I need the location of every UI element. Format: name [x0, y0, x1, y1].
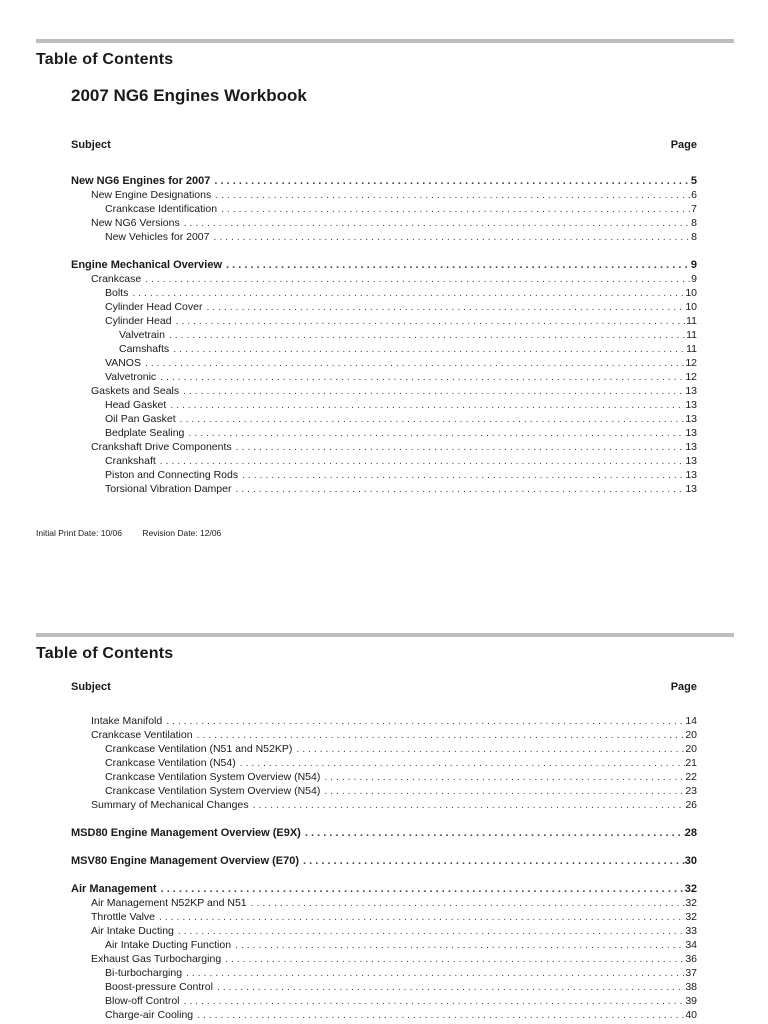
toc-entry-label: Crankcase Ventilation (N54) — [105, 757, 236, 769]
toc-entry-label: Torsional Vibration Damper — [105, 483, 232, 495]
dot-leader — [173, 342, 686, 356]
page-header: Page — [670, 139, 697, 151]
toc-entry-label: Crankshaft — [105, 455, 156, 467]
toc-entry[interactable] — [91, 714, 697, 728]
toc-entry-label: Crankcase Ventilation — [91, 729, 193, 741]
dot-leader — [170, 398, 685, 412]
toc-entry-page: 33 — [685, 925, 697, 937]
toc-entry-page: 23 — [685, 785, 697, 797]
dot-leader — [324, 770, 685, 784]
dot-leader — [161, 882, 685, 896]
dot-leader — [215, 188, 691, 202]
dot-leader — [159, 910, 685, 924]
toc-entry-page: 9 — [690, 259, 697, 271]
toc-entry-page: 40 — [685, 1009, 697, 1021]
toc-entry[interactable] — [105, 482, 697, 496]
dot-leader — [253, 798, 686, 812]
toc-entry[interactable] — [105, 742, 697, 756]
toc-entry-label: Air Intake Ducting — [91, 925, 174, 937]
dot-leader — [324, 784, 685, 798]
toc-entry[interactable] — [105, 426, 697, 440]
toc-entry-page: 10 — [685, 287, 697, 299]
toc-entry-label: Throttle Valve — [91, 911, 155, 923]
toc-entry-label: Piston and Connecting Rods — [105, 469, 239, 481]
dot-leader — [240, 756, 686, 770]
toc-entry-label: Oil Pan Gasket — [105, 413, 176, 425]
toc-entry-label: Crankcase — [91, 273, 142, 285]
toc-entry[interactable] — [105, 994, 697, 1008]
toc-entry-page: 21 — [685, 757, 697, 769]
toc-entry[interactable] — [105, 300, 697, 314]
toc-entry-page: 30 — [684, 855, 697, 867]
subject-header: Subject — [71, 139, 111, 151]
toc-entry-label: Bi-turbocharging — [105, 967, 183, 979]
toc-entry-label: Bedplate Sealing — [105, 427, 185, 439]
toc-entry-label: Bolts — [105, 287, 129, 299]
toc-entry-label: MSD80 Engine Management Overview (E9X) — [71, 827, 301, 839]
toc-entry[interactable] — [105, 454, 697, 468]
dot-leader — [166, 714, 685, 728]
dot-leader — [160, 370, 685, 384]
toc-entry-page: 13 — [685, 469, 697, 481]
dot-leader — [183, 384, 685, 398]
toc-entry-label: Head Gasket — [105, 399, 167, 411]
toc-entry[interactable] — [105, 966, 697, 980]
toc-title: Table of Contents — [36, 51, 174, 68]
dot-leader — [145, 272, 691, 286]
toc-entry-page: 36 — [685, 953, 697, 965]
toc-entry-label: Crankcase Ventilation (N51 and N52KP) — [105, 743, 293, 755]
dot-leader — [251, 896, 686, 910]
dot-leader — [178, 924, 685, 938]
dot-leader — [132, 286, 685, 300]
toc-entry[interactable] — [105, 314, 697, 328]
toc-entry[interactable] — [119, 342, 697, 356]
toc-entry-page: 12 — [685, 357, 697, 369]
toc-entry-label: Crankshaft Drive Components — [91, 441, 232, 453]
toc-entry[interactable] — [105, 398, 697, 412]
toc-entry-label: Air Intake Ducting Function — [105, 939, 232, 951]
toc-entry[interactable] — [105, 980, 697, 994]
toc-entry-page: 32 — [685, 897, 697, 909]
toc-entry[interactable] — [119, 328, 697, 342]
toc-entry[interactable] — [105, 784, 697, 798]
toc-entry-label: Camshafts — [119, 343, 170, 355]
subject-header-2: Subject — [71, 681, 111, 693]
toc-entry[interactable] — [105, 1008, 697, 1022]
toc-entry-label: Exhaust Gas Turbocharging — [91, 953, 222, 965]
toc-entry-label: Gaskets and Seals — [91, 385, 180, 397]
workbook-title: 2007 NG6 Engines Workbook — [71, 86, 307, 105]
toc-entry[interactable] — [91, 924, 697, 938]
toc-entry[interactable] — [91, 216, 697, 230]
toc-entry-page: 13 — [685, 413, 697, 425]
dot-leader — [242, 468, 685, 482]
toc-entry[interactable] — [71, 826, 697, 840]
toc-entry-label: MSV80 Engine Management Overview (E70) — [71, 855, 300, 867]
toc-entry-label: Cylinder Head — [105, 315, 172, 327]
toc-entry-label: Blow-off Control — [105, 995, 180, 1007]
toc-entry[interactable] — [105, 230, 697, 244]
toc-entry-page: 14 — [685, 715, 697, 727]
toc-entry-label: Valvetronic — [105, 371, 157, 383]
toc-title-2: Table of Contents — [36, 645, 174, 662]
page-header-2: Page — [670, 681, 697, 693]
toc-entry[interactable] — [91, 798, 697, 812]
dot-leader — [305, 826, 685, 840]
toc-entry-label: New Engine Designations — [91, 189, 212, 201]
toc-entry[interactable] — [105, 202, 697, 216]
print-date: Initial Print Date: 10/06 — [36, 528, 122, 538]
toc-entry-page: 39 — [685, 995, 697, 1007]
toc-entry-page: 8 — [691, 231, 697, 243]
toc-entry-page: 13 — [685, 427, 697, 439]
toc-entry[interactable] — [105, 356, 697, 370]
toc-entry-page: 6 — [691, 189, 697, 201]
toc-entry-label: VANOS — [105, 357, 141, 369]
dot-leader — [236, 440, 686, 454]
toc-entry-label: Crankcase Identification — [105, 203, 218, 215]
toc-entry-page: 13 — [685, 483, 697, 495]
dot-leader — [214, 174, 690, 188]
toc-entry-label: New Vehicles for 2007 — [105, 231, 210, 243]
dot-leader — [169, 328, 686, 342]
toc-entry-page: 13 — [685, 399, 697, 411]
dot-leader — [197, 728, 686, 742]
toc-entry-page: 9 — [691, 273, 697, 285]
toc-entry-page: 10 — [685, 301, 697, 313]
dot-leader — [180, 412, 686, 426]
toc-entry[interactable] — [91, 188, 697, 202]
toc-entry-page: 11 — [686, 329, 697, 341]
toc-entry-page: 13 — [685, 455, 697, 467]
dot-leader — [217, 980, 685, 994]
toc-entry[interactable] — [91, 910, 697, 924]
middle-divider — [36, 633, 734, 637]
dot-leader — [235, 938, 685, 952]
toc-entry[interactable] — [91, 272, 697, 286]
dot-leader — [186, 966, 685, 980]
toc-entry-label: Crankcase Ventilation System Overview (N54) — [105, 785, 321, 797]
dot-leader — [303, 854, 685, 868]
dot-leader — [188, 426, 685, 440]
dot-leader — [145, 356, 685, 370]
toc-entry-page: 11 — [686, 343, 697, 355]
toc-entry[interactable] — [91, 952, 697, 966]
dot-leader — [176, 314, 687, 328]
toc-entry-page: 38 — [685, 981, 697, 993]
toc-entry-label: New NG6 Engines for 2007 — [71, 175, 211, 187]
toc-entry[interactable] — [105, 756, 697, 770]
toc-entry-page: 20 — [685, 729, 697, 741]
toc-entry-page: 34 — [685, 939, 697, 951]
toc-entry-page: 13 — [685, 441, 697, 453]
toc-entry-label: Engine Mechanical Overview — [71, 259, 223, 271]
toc-entry-page: 32 — [685, 911, 697, 923]
toc-entry-label: Crankcase Ventilation System Overview (N54) — [105, 771, 321, 783]
toc-entry-page: 20 — [685, 743, 697, 755]
toc-entry-label: Cylinder Head Cover — [105, 301, 203, 313]
toc-entry[interactable] — [105, 468, 697, 482]
dot-leader — [296, 742, 685, 756]
toc-entry[interactable] — [91, 440, 697, 454]
toc-entry-page: 5 — [690, 175, 697, 187]
toc-entry-label: New NG6 Versions — [91, 217, 180, 229]
revision-date: Revision Date: 12/06 — [142, 528, 222, 538]
toc-entry-label: Air Management N52KP and N51 — [91, 897, 247, 909]
toc-entry-page: 26 — [685, 799, 697, 811]
toc-entry-page: 13 — [685, 385, 697, 397]
toc-entry[interactable] — [105, 286, 697, 300]
toc-entry[interactable] — [105, 770, 697, 784]
toc-entry-page: 8 — [691, 217, 697, 229]
toc-entry[interactable] — [105, 938, 697, 952]
dot-leader — [226, 258, 691, 272]
toc-entry[interactable] — [71, 258, 697, 272]
dot-leader — [160, 454, 686, 468]
dot-leader — [235, 482, 685, 496]
toc-entry[interactable] — [105, 412, 697, 426]
dot-leader — [225, 952, 685, 966]
toc-entry[interactable] — [91, 728, 697, 742]
toc-entry-page: 28 — [684, 827, 697, 839]
toc-entry-label: Charge-air Cooling — [105, 1009, 194, 1021]
toc-entry-label: Summary of Mechanical Changes — [91, 799, 249, 811]
toc-entry-page: 32 — [684, 883, 697, 895]
toc-entry-label: Valvetrain — [119, 329, 165, 341]
toc-entry-page: 12 — [685, 371, 697, 383]
toc-entry-page: 11 — [686, 315, 697, 327]
toc-entry[interactable] — [71, 882, 697, 896]
toc-entry-page: 22 — [685, 771, 697, 783]
toc-entry[interactable] — [105, 370, 697, 384]
print-info — [36, 528, 239, 538]
toc-entry[interactable] — [91, 384, 697, 398]
toc-entry-page: 7 — [691, 203, 697, 215]
toc-entry-page: 37 — [685, 967, 697, 979]
toc-entry-label: Intake Manifold — [91, 715, 163, 727]
toc-entry[interactable] — [71, 854, 697, 868]
dot-leader — [221, 202, 691, 216]
dot-leader — [206, 300, 685, 314]
dot-leader — [197, 1008, 685, 1022]
toc-entry[interactable] — [71, 174, 697, 188]
toc-entry-label: Boost-pressure Control — [105, 981, 213, 993]
dot-leader — [184, 216, 691, 230]
toc-entry-label: Air Management — [71, 883, 157, 895]
dot-leader — [184, 994, 686, 1008]
top-divider — [36, 39, 734, 43]
dot-leader — [213, 230, 691, 244]
toc-entry[interactable] — [91, 896, 697, 910]
